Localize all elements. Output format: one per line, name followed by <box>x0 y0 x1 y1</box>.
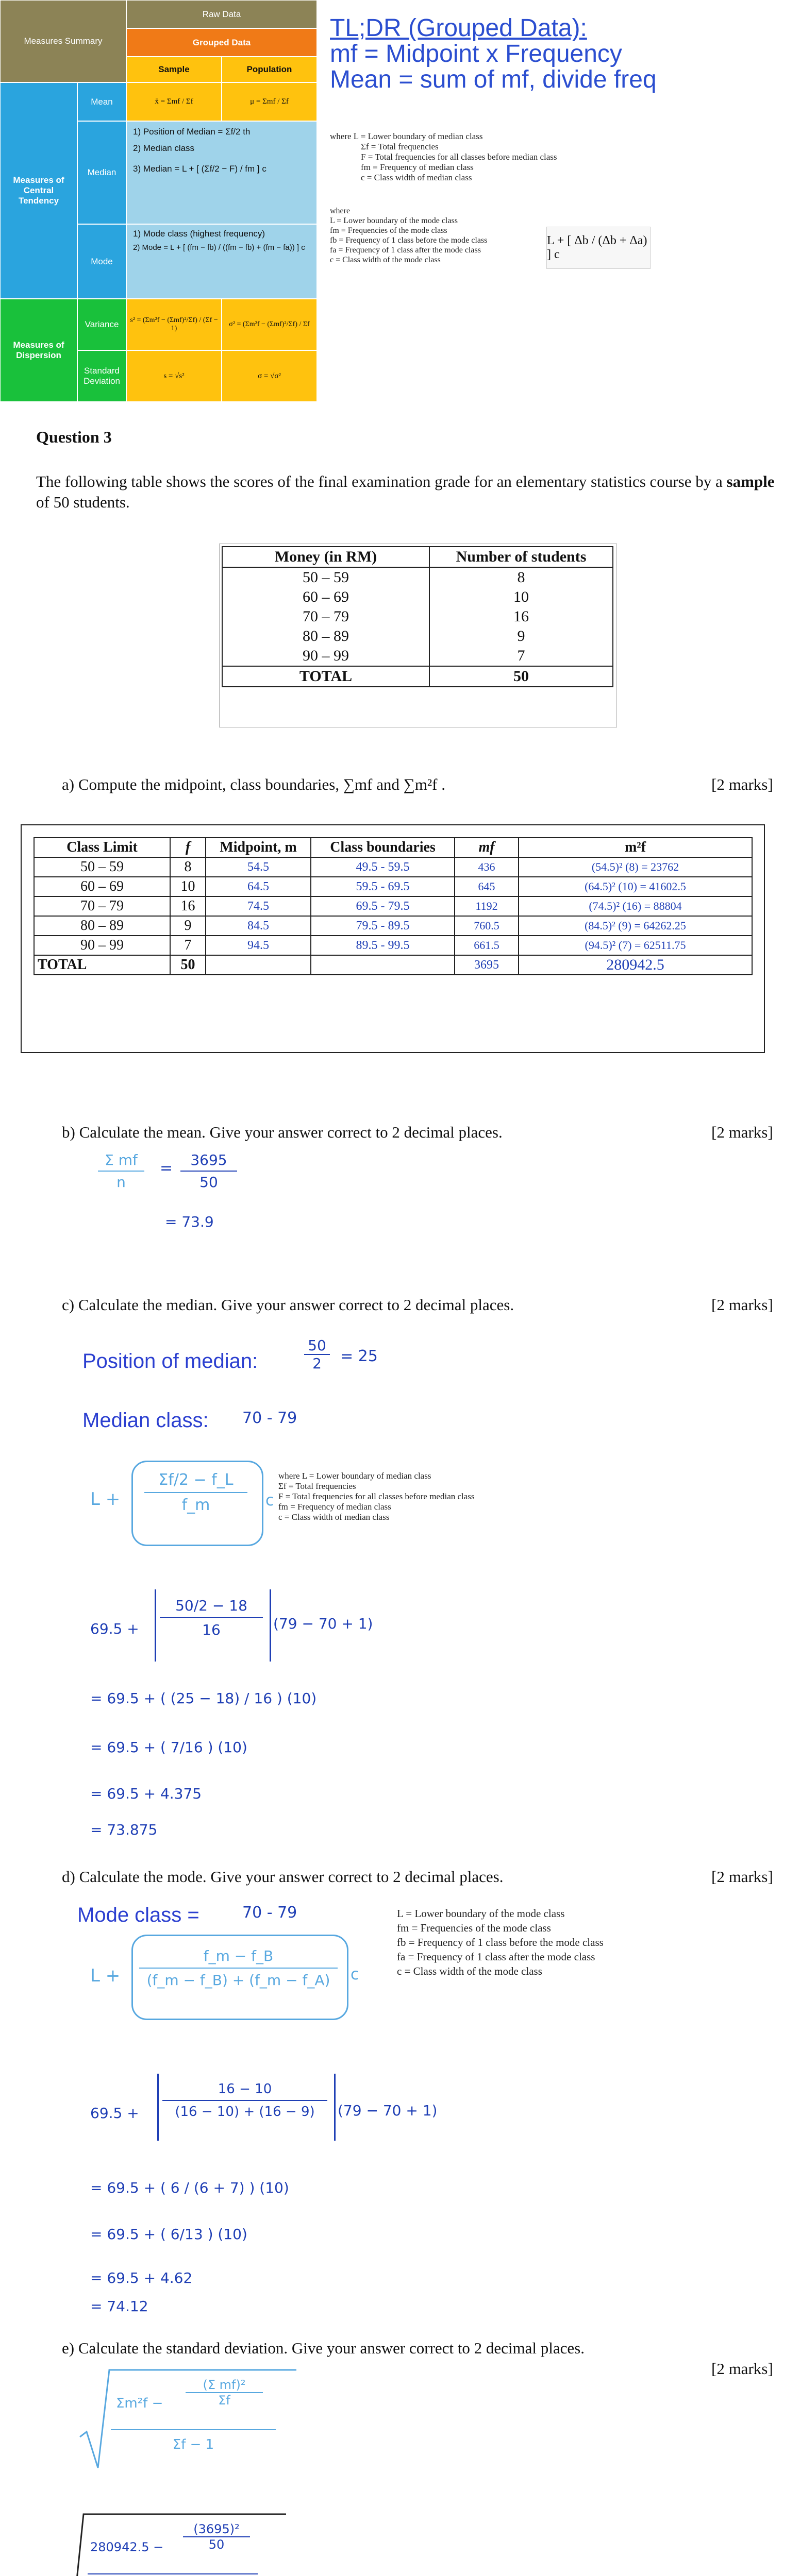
median-formula-num: Σf/2 − f_L <box>158 1471 234 1489</box>
tldr-line-mf: mf = Midpoint x Frequency <box>330 40 622 67</box>
mode-legend <box>330 206 487 265</box>
std-formula-num-a: Σm²f − <box>116 2396 163 2411</box>
cell-mf: 436 <box>455 857 519 877</box>
cell-m2f: (64.5)² (10) = 41602.5 <box>519 877 752 896</box>
std-s1-bot: 50 <box>183 2536 250 2552</box>
std-inner-den: Σf <box>186 2392 263 2408</box>
cell-mf: 760.5 <box>455 916 519 936</box>
legend-line: c = Class width of the mode class <box>397 1965 542 1977</box>
median-legend-line: fm = Frequency of median class <box>361 162 474 172</box>
std-s1-top: (3695)² <box>193 2522 240 2536</box>
table-row <box>222 646 613 666</box>
table-row <box>222 587 613 607</box>
cell-midpoint: 94.5 <box>206 936 311 955</box>
part-a-marks: [2 marks] <box>711 775 773 793</box>
part-e-question: e) Calculate the standard deviation. Give your answer correct to 2 decimal places. <box>62 2339 585 2357</box>
mean-result: = 73.9 <box>165 1213 214 1230</box>
median-formula-cell <box>126 121 317 224</box>
median-step-3: 3) Median = L + [ (Σf/2 − F) / fm ] c <box>133 164 266 174</box>
std-population-formula <box>222 350 317 402</box>
mode-result: = 74.12 <box>90 2298 148 2315</box>
cell-midpoint: 64.5 <box>206 877 311 896</box>
mode-legend-line: L = Lower boundary of the mode class <box>330 216 458 225</box>
median-step-2: 2) Median class <box>133 143 195 153</box>
part-b-marks: [2 marks] <box>711 1123 773 1141</box>
cell-range: 50 – 59 <box>222 567 429 587</box>
legend-line: c = Class width of median class <box>278 1512 390 1522</box>
median-step: = 69.5 + 4.375 <box>90 1785 202 1802</box>
cell-f: 9 <box>170 916 206 936</box>
mean-sample-formula <box>126 82 222 121</box>
median-sub-den: 16 <box>160 1617 263 1638</box>
cell-class: 50 – 59 <box>34 857 170 877</box>
mode-formula-den: (f_m − f_B) + (f_m − f_A) <box>139 1968 338 1989</box>
mode-legend-line: where <box>330 207 351 215</box>
median-sub-num: 50/2 − 18 <box>175 1597 247 1614</box>
total-f: 50 <box>170 955 206 975</box>
position-num: 50 <box>308 1337 326 1354</box>
median-sub-fraction <box>160 1597 263 1638</box>
cell-count: 9 <box>429 626 613 646</box>
mean-label <box>77 82 126 121</box>
tldr-line-mean: Mean = sum of mf, divide freq <box>330 66 657 93</box>
median-formula-L: L + <box>90 1489 121 1510</box>
grouped-data-label: Grouped Data <box>192 37 251 47</box>
part-c-question: c) Calculate the median. Give your answer correct to 2 decimal places. <box>62 1296 514 1314</box>
legend-line: fm = Frequencies of the mode class <box>397 1922 551 1934</box>
position-result: = 25 <box>340 1347 378 1365</box>
question-table <box>222 546 613 687</box>
header-f: f <box>170 838 206 857</box>
total-m2f: 280942.5 <box>519 955 752 975</box>
table-row <box>34 877 752 896</box>
part-d-question: d) Calculate the mode. Give your answer correct to 2 decimal places. <box>62 1868 504 1886</box>
mode-step-1: 1) Mode class (highest frequency) <box>133 229 265 239</box>
cell-boundary: 69.5 - 79.5 <box>311 896 455 916</box>
mode-formula-L: L + <box>90 1965 121 1986</box>
header-class-limit: Class Limit <box>34 838 170 857</box>
mode-legend-line: c = Class width of the mode class <box>330 256 441 264</box>
median-position-fraction <box>304 1337 330 1372</box>
mode-formula-cell <box>126 224 317 299</box>
cell-mf: 645 <box>455 877 519 896</box>
cell-m2f: (74.5)² (16) = 88804 <box>519 896 752 916</box>
cell-f: 7 <box>170 936 206 955</box>
tldr-title: TL;DR (Grouped Data): <box>330 14 587 42</box>
cell-range: 80 – 89 <box>222 626 429 646</box>
median-legend-line: where L = Lower boundary of median class <box>330 131 483 141</box>
cell-class: 90 – 99 <box>34 936 170 955</box>
median-step: = 69.5 + ( 7/16 ) (10) <box>90 1739 247 1756</box>
mode-class-value: 70 - 79 <box>242 1904 297 1922</box>
median-class-value: 70 - 79 <box>242 1409 297 1427</box>
mode-row-label: Mode <box>91 256 113 266</box>
legend-line: fb = Frequency of 1 class before the mode class <box>397 1936 604 1948</box>
variance-sample-formula <box>126 299 222 350</box>
median-formula-fraction <box>144 1471 247 1514</box>
median-row-label: Median <box>87 167 116 177</box>
raw-data-header <box>126 0 317 28</box>
median-legend-2 <box>278 1471 475 1522</box>
table-row <box>222 626 613 646</box>
median-position-label: Position of median: <box>82 1350 258 1372</box>
cell-boundary: 79.5 - 89.5 <box>311 916 455 936</box>
summary-table <box>0 0 317 386</box>
cell-range: 70 – 79 <box>222 607 429 626</box>
total-label: TOTAL <box>34 955 170 975</box>
std-row-label: Standard Deviation <box>84 366 120 386</box>
median-step: = 69.5 + ( (25 − 18) / 16 ) (10) <box>90 1690 317 1707</box>
table-row <box>34 916 752 936</box>
var-sample-text: s² = (Σm²f − (Σmf)²/Σf) / (Σf − 1) <box>130 316 218 332</box>
dispersion-label <box>0 299 77 402</box>
mean-den: n <box>98 1171 144 1191</box>
std-formula-bar <box>111 2429 276 2430</box>
variance-population-formula <box>222 299 317 350</box>
mode-step: = 69.5 + ( 6/13 ) (10) <box>90 2226 247 2243</box>
median-legend-line: F = Total frequencies for all classes before median class <box>361 152 557 162</box>
sample-label: Sample <box>158 64 190 74</box>
raw-data-label: Raw Data <box>202 9 241 19</box>
cell-midpoint: 74.5 <box>206 896 311 916</box>
header-m2f: m²f <box>519 838 752 857</box>
mode-formula-box <box>546 227 651 269</box>
table-row <box>34 936 752 955</box>
table-row-total <box>34 955 752 975</box>
header-boundaries: Class boundaries <box>311 838 455 857</box>
std-formula-den: Σf − 1 <box>172 2437 214 2452</box>
central-tendency-label <box>0 82 77 299</box>
median-step-1: 1) Position of Median = Σf/2 th <box>133 127 251 137</box>
cell-f: 8 <box>170 857 206 877</box>
mean-sub-den: 50 <box>180 1171 237 1191</box>
cell-class: 60 – 69 <box>34 877 170 896</box>
mode-legend-line: fb = Frequency of 1 class before the mode class <box>330 236 488 245</box>
sample-header <box>126 57 222 82</box>
median-label <box>77 121 126 224</box>
mode-sub-post: (79 − 70 + 1) <box>338 2102 438 2119</box>
mean-substitution <box>180 1151 237 1191</box>
median-formula-c: c <box>265 1492 274 1510</box>
mean-formula <box>98 1151 144 1191</box>
cell-count: 7 <box>429 646 613 666</box>
col-header-money: Money (in RM) <box>222 547 429 567</box>
mode-formula-fraction <box>139 1947 338 1989</box>
summary-corner <box>0 0 126 82</box>
population-label: Population <box>246 64 292 74</box>
std-s1-bar <box>88 2573 258 2574</box>
cell-mf: 661.5 <box>455 936 519 955</box>
cell-count: 8 <box>429 567 613 587</box>
std-formula-inner-fraction <box>186 2378 263 2408</box>
mean-pop-text: μ = Σmf / Σf <box>250 97 289 106</box>
mode-sub-num: 16 − 10 <box>218 2081 272 2097</box>
mode-sub-fraction <box>162 2081 327 2120</box>
total-label: TOTAL <box>222 666 429 687</box>
cell-class: 70 – 79 <box>34 896 170 916</box>
part-c-marks: [2 marks] <box>711 1296 773 1314</box>
part-a-question: a) Compute the midpoint, class boundaries, ∑mf and ∑m²f . <box>62 775 445 793</box>
tldr-block <box>330 15 657 93</box>
legend-line: L = Lower boundary of the mode class <box>397 1907 565 1920</box>
median-class-label: Median class: <box>82 1409 209 1432</box>
mode-formula-c: c <box>351 1965 359 1984</box>
mean-sub-num: 3695 <box>190 1151 227 1168</box>
std-s1-a: 280942.5 − <box>90 2540 164 2554</box>
question-intro <box>36 471 789 513</box>
median-formula-den: f_m <box>144 1492 247 1514</box>
mode-class-label: Mode class = <box>77 1904 199 1926</box>
std-s1-inner-fraction <box>183 2522 250 2552</box>
median-result: = 73.875 <box>90 1821 158 1838</box>
total-value: 50 <box>429 666 613 687</box>
question-title: Question 3 <box>36 428 112 446</box>
mean-sample-text: x̄ = Σmf / Σf <box>155 97 193 106</box>
mode-formula-num: f_m − f_B <box>203 1947 274 1964</box>
std-inner-num: (Σ mf)² <box>203 2378 246 2392</box>
mode-formula-text: L + [ Δb / (Δb + Δa) ] c <box>547 234 647 261</box>
mean-population-formula <box>222 82 317 121</box>
intro-bold: sample <box>726 472 775 490</box>
median-sub-pre: 69.5 + <box>90 1620 139 1637</box>
cell-range: 60 – 69 <box>222 587 429 607</box>
header-mf: mf <box>455 838 519 857</box>
table-row <box>222 567 613 587</box>
legend-line: fa = Frequency of 1 class after the mode class <box>397 1951 595 1963</box>
measures-summary-label: Measures Summary <box>24 36 103 46</box>
median-legend-line: c = Class width of median class <box>361 173 472 182</box>
cell-m2f: (94.5)² (7) = 62511.75 <box>519 936 752 955</box>
median-sub-post: (79 − 70 + 1) <box>273 1615 373 1632</box>
mode-label <box>77 224 126 299</box>
cell-f: 16 <box>170 896 206 916</box>
cell-boundary: 49.5 - 59.5 <box>311 857 455 877</box>
cell-boundary: 59.5 - 69.5 <box>311 877 455 896</box>
cell-boundary: 89.5 - 99.5 <box>311 936 455 955</box>
central-label: Measures of Central Tendency <box>13 175 64 206</box>
std-sample-text: s = √s² <box>163 371 185 380</box>
cell-range: 90 – 99 <box>222 646 429 666</box>
cell-mf: 1192 <box>455 896 519 916</box>
table-row <box>34 857 752 877</box>
cell-m2f: (54.5)² (8) = 23762 <box>519 857 752 877</box>
header-midpoint: Midpoint, m <box>206 838 311 857</box>
part-b-question: b) Calculate the mean. Give your answer correct to 2 decimal places. <box>62 1123 503 1141</box>
variance-row-label: Variance <box>85 319 119 329</box>
mode-legend-2 <box>397 1906 604 1978</box>
position-den: 2 <box>304 1354 330 1372</box>
cell-f: 10 <box>170 877 206 896</box>
std-label <box>77 350 126 402</box>
dispersion-text: Measures of Dispersion <box>13 340 64 360</box>
mode-step: = 69.5 + ( 6 / (6 + 7) ) (10) <box>90 2179 289 2196</box>
std-sample-formula <box>126 350 222 402</box>
mean-num: Σ mf <box>105 1151 138 1168</box>
legend-line: F = Total frequencies for all classes before median class <box>278 1492 475 1501</box>
std-step1-radical <box>52 2509 289 2576</box>
col-header-students: Number of students <box>429 547 613 567</box>
mode-step-2: 2) Mode = L + [ (fm − fb) / ((fm − fb) + (fm − fa)) ] c <box>133 243 305 252</box>
cell-m2f: (84.5)² (9) = 64262.25 <box>519 916 752 936</box>
cell-class: 80 – 89 <box>34 916 170 936</box>
table-row <box>222 607 613 626</box>
mean-row-label: Mean <box>91 96 113 107</box>
cell-midpoint: 84.5 <box>206 916 311 936</box>
mode-sub-den: (16 − 10) + (16 − 9) <box>162 2100 327 2120</box>
part-e-marks: [2 marks] <box>711 2360 773 2378</box>
median-legend <box>330 131 557 183</box>
part-a-table <box>34 837 753 975</box>
std-pop-text: σ = √σ² <box>258 371 281 380</box>
part-d-marks: [2 marks] <box>711 1868 773 1886</box>
intro-text: The following table shows the scores of the final examination grade for an elementary statistics course by a <box>36 472 727 490</box>
mode-legend-line: fa = Frequency of 1 class after the mode class <box>330 246 481 255</box>
legend-line: fm = Frequency of median class <box>278 1502 391 1512</box>
total-mf: 3695 <box>455 955 519 975</box>
legend-line: Σf = Total frequencies <box>278 1481 356 1491</box>
intro-text-end: of 50 students. <box>36 493 130 511</box>
cell-count: 10 <box>429 587 613 607</box>
cell-midpoint: 54.5 <box>206 857 311 877</box>
population-header <box>222 57 317 82</box>
legend-line: where L = Lower boundary of median class <box>278 1471 431 1481</box>
cell-count: 16 <box>429 607 613 626</box>
mode-sub-pre: 69.5 + <box>90 2105 139 2122</box>
var-pop-text: σ² = (Σm²f − (Σmf)²/Σf) / Σf <box>229 320 310 328</box>
variance-label <box>77 299 126 350</box>
grouped-data-header <box>126 28 317 57</box>
mode-legend-line: fm = Frequencies of the mode class <box>330 226 447 235</box>
mean-eq: = <box>160 1159 173 1177</box>
mode-step: = 69.5 + 4.62 <box>90 2269 193 2286</box>
median-legend-line: Σf = Total frequencies <box>361 142 439 151</box>
table-row <box>34 896 752 916</box>
